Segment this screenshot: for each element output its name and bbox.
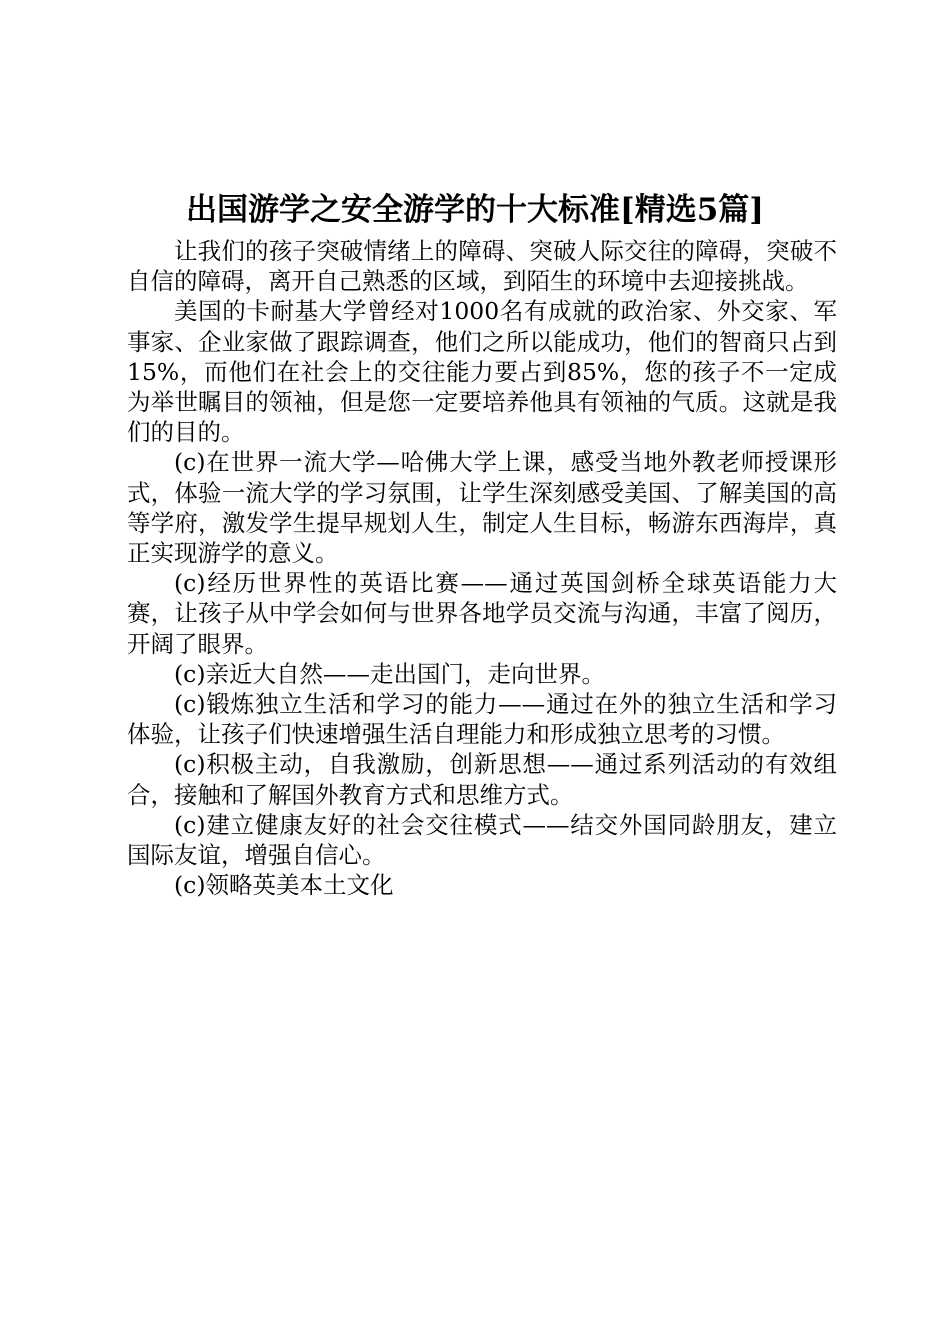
paragraph-initiative: (c)积极主动，自我激励，创新思想——通过系列活动的有效组合，接触和了解国外教育方式和思维方式。: [127, 750, 837, 809]
paragraph-harvard: (c)在世界一流大学—哈佛大学上课，感受当地外教老师授课形式，体验一流大学的学习氛围，让学生深刻感受美国、了解美国的高等学府，激发学生提早规划人生，制定人生目标，畅游东西海岸，真正实现游学的意义。: [127, 448, 837, 568]
document-body: [127, 236, 837, 900]
document-title: 出国游学之安全游学的十大标准[精选5篇]: [186, 192, 764, 228]
paragraph-social: (c)建立健康友好的社会交往模式——结交外国同龄朋友，建立国际友谊，增强自信心。: [127, 810, 837, 870]
paragraph-english-competition: (c)经历世界性的英语比赛——通过英国剑桥全球英语能力大赛，让孩子从中学会如何与世界各地学员交流与沟通，丰富了阅历，开阔了眼界。: [127, 569, 837, 658]
paragraph-intro: 让我们的孩子突破情绪上的障碍、突破人际交往的障碍，突破不自信的障碍，离开自己熟悉的区域，到陌生的环境中去迎接挑战。: [127, 237, 837, 296]
paragraph-culture: (c)领略英美本土文化: [174, 871, 394, 900]
paragraph-nature: (c)亲近大自然——走出国门，走向世界。: [174, 659, 605, 688]
paragraph-carnegie-study: 美国的卡耐基大学曾经对1000名有成就的政治家、外交家、军事家、企业家做了跟踪调查，他们之所以能成功，他们的智商只占到15%，而他们在社会上的交往能力要占到85%，您的孩子不一定成为举世瞩目的领袖，但是您一定要培养他具有领袖的气质。这就是我们的目的。: [127, 297, 837, 447]
paragraph-independence: (c)锻炼独立生活和学习的能力——通过在外的独立生活和学习体验，让孩子们快速增强生活自理能力和形成独立思考的习惯。: [127, 690, 837, 749]
